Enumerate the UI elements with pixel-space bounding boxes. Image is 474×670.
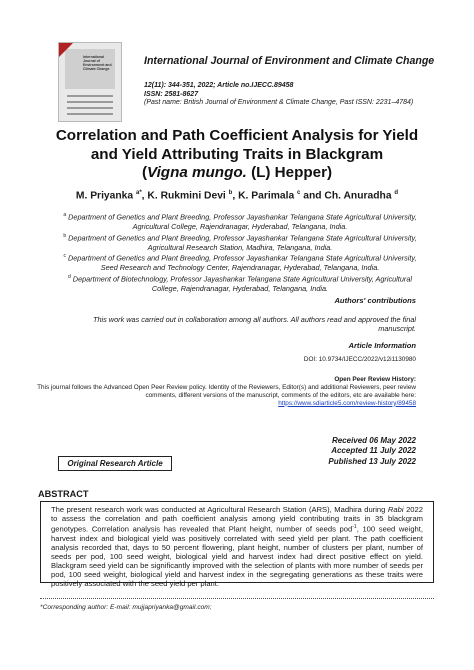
- author-name: K. Parimala: [238, 190, 295, 202]
- affiliation-item: [62, 273, 418, 294]
- species-authority: (L) Hepper): [246, 164, 333, 181]
- affiliation-mark: d: [67, 273, 71, 280]
- cover-text-lines: [67, 95, 113, 119]
- footnote-divider: [40, 598, 434, 599]
- accepted-date: Accepted 11 July 2022: [331, 446, 416, 456]
- title-line-1: Correlation and Path Coefficient Analysis for Yield: [55, 127, 419, 144]
- affiliation-mark: c: [63, 253, 66, 260]
- author-affil-mark: c: [297, 190, 301, 196]
- cover-corner-mark: [59, 43, 73, 57]
- review-history-link[interactable]: https://www.sdiarticle5.com/review-history/89458: [278, 399, 416, 407]
- peer-review-text: [36, 384, 416, 407]
- abstract-season: Rabi: [387, 505, 404, 514]
- author-separator: ,: [141, 190, 148, 202]
- abstract-segment: The present research work was conducted at Agricultural Research Station (ARS), Madhira during: [51, 505, 388, 514]
- published-date: Published 13 July 2022: [328, 456, 416, 466]
- affiliations: [62, 211, 418, 293]
- cover-title: International Journal of Environment and Climate Change: [83, 55, 112, 71]
- title-line-3: [40, 164, 434, 183]
- title-paren: (: [141, 164, 147, 181]
- author-separator: and: [300, 190, 325, 202]
- abstract-segment: , 100 seed weight, harvest index and biological yield was positively correlated with seed yield per plant. The path coefficient analysis recorded that, days to 50 percent flowering, plant height, number of clusters per plant, number of seeds per pod, 100 seed weight, biological yield and harvest index had direct positive effect on yield. Blackgram seed yield can be significantly improved with the selection of plants with more number of seeds per pod, 100 seed weight, biological yield and harvest index in the segregating generations as these traits were positively associated with the seed yield per plant.: [51, 524, 423, 589]
- author-affil-mark: a*: [136, 190, 142, 196]
- author-name: Ch. Anuradha: [324, 190, 392, 202]
- issn: ISSN: 2581-8627: [144, 90, 199, 98]
- peer-review-body: This journal follows the Advanced Open Peer Review policy. Identity of the Reviewers, Editor(s) and additional Reviewers, peer review comments, different versions of the manuscript, comments of the editors, etc are available here:: [37, 384, 416, 399]
- journal-title: International Journal of Environment and Climate Change: [144, 55, 435, 67]
- affiliation-mark: a: [63, 212, 67, 218]
- citation: 12(11): 344-351, 2022; Article no.IJECC.89458: [144, 82, 294, 89]
- author-name: M. Priyanka: [75, 190, 134, 202]
- journal-meta: [144, 82, 413, 108]
- past-name: (Past name: British Journal of Environment & Climate Change, Past ISSN: 2231–4784): [144, 99, 414, 107]
- corresponding-author: *Corresponding author: E-mail: mujjapriyanka@gmail.com;: [40, 604, 212, 611]
- title-line-2: and Yield Attributing Traits in Blackgram: [90, 145, 384, 163]
- journal-cover-thumbnail: [58, 42, 122, 122]
- abstract-segment: 2022 to assess the correlation and path coefficient analysis among yield contributing traits in 35 blackgram genotypes. Correlation analysis has revealed that Plant height, number of seeds pod: [51, 505, 423, 534]
- contributions-text: This work was carried out in collaboration among all authors. All authors read and approved the final manuscript.: [93, 315, 416, 334]
- affiliation-text: Department of Biotechnology, Professor Jayashankar Telangana State Agricultural University, Agricultural College, Rajendranagar, Hyderabad, Telangana, India.: [72, 274, 413, 293]
- peer-review-heading: Open Peer Review History:: [334, 376, 416, 383]
- article-type-badge: Original Research Article: [58, 456, 172, 471]
- author-separator: ,: [232, 190, 239, 202]
- species-name: Vigna mungo.: [147, 164, 247, 181]
- author-name: K. Rukmini Devi: [147, 190, 226, 202]
- paper-title: [40, 127, 434, 183]
- affiliation-item: [62, 252, 418, 273]
- abstract-box: [40, 501, 434, 589]
- affiliation-item: [62, 211, 418, 232]
- affiliation-item: [62, 232, 418, 253]
- author-list: [40, 190, 434, 201]
- abstract-text: [51, 505, 423, 588]
- contributions-heading: Authors' contributions: [334, 296, 416, 305]
- article-info-heading: Article Information: [348, 341, 416, 350]
- article-dates: [328, 436, 416, 467]
- received-date: Received 06 May 2022: [331, 436, 416, 445]
- affiliation-text: Department of Genetics and Plant Breeding, Professor Jayashankar Telangana State Agricultural University, Agricultural Research Station, Madhira, Telangana, India.: [68, 233, 417, 252]
- abstract-heading: ABSTRACT: [38, 489, 89, 499]
- author-affil-mark: d: [394, 190, 399, 196]
- affiliation-mark: b: [63, 232, 67, 239]
- doi: DOI: 10.9734/IJECC/2022/v12i1130980: [303, 356, 416, 363]
- abstract-superscript: -1: [352, 524, 357, 531]
- affiliation-text: Department of Genetics and Plant Breeding, Professor Jayashankar Telangana State Agricultural University, Seed Research and Technology Center, Rajendranagar, Hyderabad, Telangana, India.: [67, 253, 417, 273]
- affiliation-text: Department of Genetics and Plant Breeding, Professor Jayashankar Telangana State Agricultural University, Agricultural College, Rajendranagar, Hyderabad, Telangana, India.: [68, 212, 417, 232]
- author-affil-mark: b: [228, 190, 233, 196]
